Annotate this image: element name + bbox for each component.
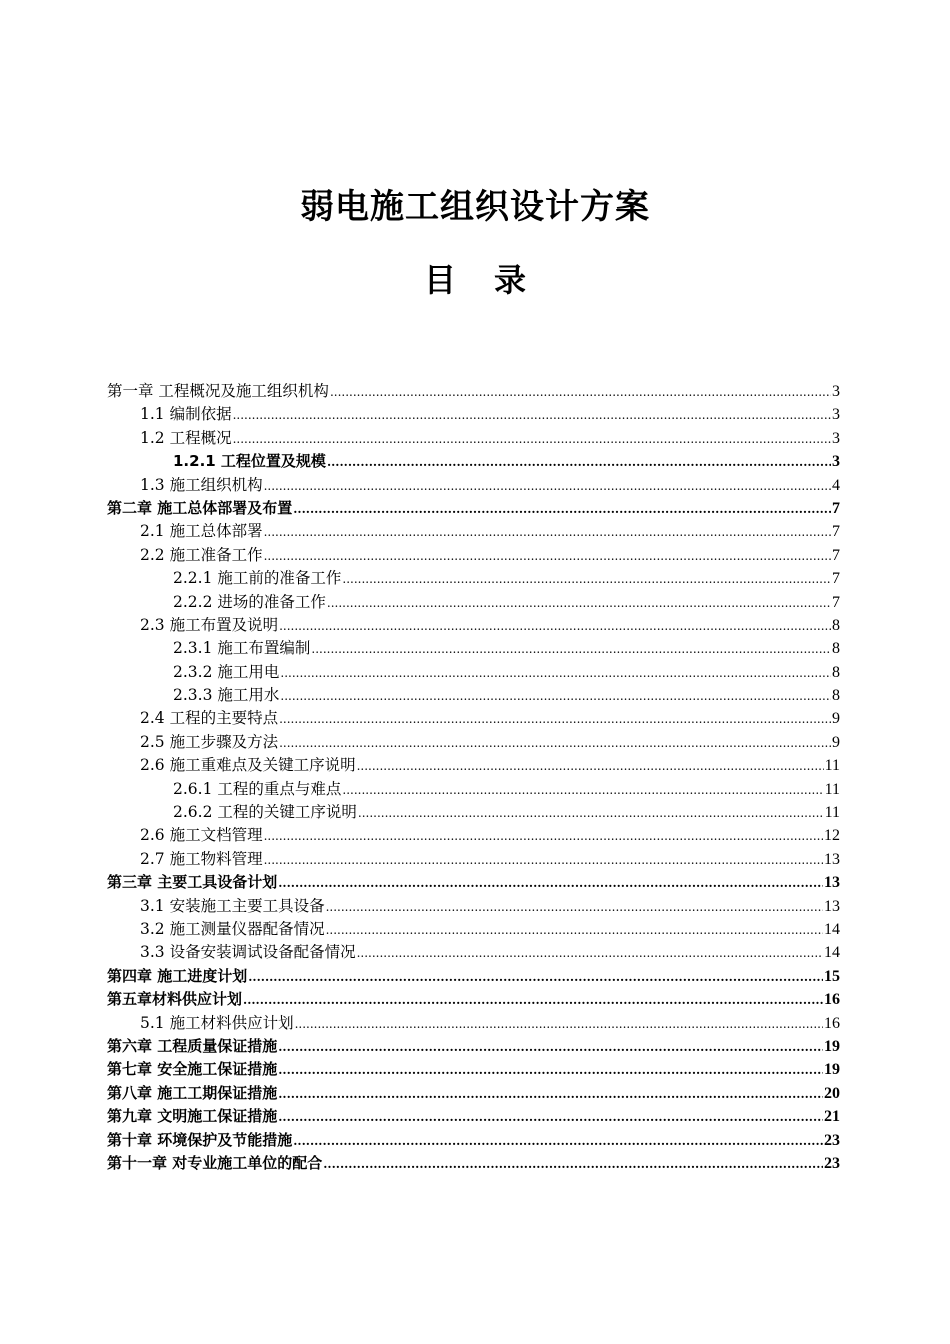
toc-entry-page-number: 11 xyxy=(824,757,840,775)
toc-dot-leader xyxy=(326,919,823,941)
toc-dot-leader xyxy=(279,732,831,754)
toc-entry-page-number: 3 xyxy=(832,453,840,471)
toc-entry[interactable] xyxy=(107,497,840,520)
toc-dot-leader xyxy=(278,1036,823,1058)
toc-dot-leader xyxy=(357,942,823,964)
toc-entry-page-number: 16 xyxy=(824,1014,840,1032)
toc-entry[interactable] xyxy=(107,661,840,684)
toc-dot-leader xyxy=(264,545,831,567)
toc-entry-page-number: 3 xyxy=(832,406,840,424)
toc-entry-page-number: 19 xyxy=(824,1061,840,1079)
toc-entry-title: 第七章 安全施工保证措施 xyxy=(107,1060,278,1079)
toc-entry-page-number: 9 xyxy=(832,710,840,728)
toc-entry-title: 3.3 设备安装调试设备配备情况 xyxy=(140,943,356,962)
toc-entry-title: 第八章 施工工期保证措施 xyxy=(107,1083,278,1102)
toc-entry-page-number: 3 xyxy=(832,383,840,400)
toc-entry-title: 2.3.3 施工用水 xyxy=(173,686,280,705)
toc-entry[interactable] xyxy=(107,1129,840,1152)
toc-dot-leader xyxy=(327,451,831,473)
toc-entry[interactable] xyxy=(107,474,840,497)
toc-entry-title: 2.2.2 进场的准备工作 xyxy=(173,592,326,611)
toc-entry-title: 第三章 主要工具设备计划 xyxy=(107,873,278,892)
toc-entry-page-number: 23 xyxy=(824,1131,840,1149)
toc-dot-leader xyxy=(311,638,831,660)
toc-dot-leader xyxy=(326,896,823,918)
toc-entry-title: 2.3.1 施工布置编制 xyxy=(173,639,311,658)
toc-entry-page-number: 9 xyxy=(832,733,840,751)
toc-entry[interactable] xyxy=(107,427,840,450)
toc-entry-page-number: 13 xyxy=(824,874,840,892)
toc-entry[interactable] xyxy=(107,1105,840,1128)
toc-entry[interactable] xyxy=(107,1035,840,1058)
toc-entry[interactable] xyxy=(107,520,840,543)
toc-entry-page-number: 11 xyxy=(824,804,840,822)
toc-entry-title: 2.5 施工步骤及方法 xyxy=(140,732,279,751)
toc-entry-title: 第五章材料供应计划 xyxy=(107,990,243,1009)
toc-entry[interactable] xyxy=(107,591,840,614)
toc-entry-title: 2.2.1 施工前的准备工作 xyxy=(173,569,342,588)
toc-heading-right: 录 xyxy=(494,261,527,299)
toc-dot-leader xyxy=(264,521,831,543)
toc-entry-page-number: 8 xyxy=(832,640,840,658)
toc-entry[interactable] xyxy=(107,707,840,730)
toc-entry-title: 2.6 施工文档管理 xyxy=(140,826,263,845)
toc-entry-title: 2.2 施工准备工作 xyxy=(140,545,263,564)
toc-entry-title: 2.3 施工布置及说明 xyxy=(140,615,279,634)
toc-entry[interactable] xyxy=(107,848,840,871)
toc-entry[interactable] xyxy=(107,637,840,660)
toc-entry-title: 2.6.1 工程的重点与难点 xyxy=(173,779,342,798)
toc-entry-page-number: 3 xyxy=(832,429,840,447)
toc-entry-title: 1.3 施工组织机构 xyxy=(140,475,263,494)
toc-entry-page-number: 15 xyxy=(824,967,840,985)
toc-dot-leader xyxy=(279,708,831,730)
toc-dot-leader xyxy=(295,1013,823,1035)
toc-entry[interactable] xyxy=(107,450,840,473)
toc-entry[interactable] xyxy=(107,965,840,988)
toc-entry-page-number: 11 xyxy=(824,780,840,798)
toc-entry-page-number: 4 xyxy=(832,476,840,494)
toc-dot-leader xyxy=(279,615,831,637)
toc-entry[interactable] xyxy=(107,988,840,1011)
toc-dot-leader xyxy=(278,1059,823,1081)
toc-heading xyxy=(0,258,950,302)
toc-dot-leader xyxy=(342,568,831,590)
table-of-contents xyxy=(107,380,840,1175)
toc-entry-title: 3.2 施工测量仪器配备情况 xyxy=(140,919,325,938)
toc-entry-page-number: 13 xyxy=(824,897,840,915)
toc-entry[interactable] xyxy=(107,567,840,590)
document-title: 弱电施工组织设计方案 xyxy=(300,186,650,227)
toc-entry[interactable] xyxy=(107,918,840,941)
toc-entry[interactable] xyxy=(107,778,840,801)
toc-entry[interactable] xyxy=(107,824,840,847)
toc-dot-leader xyxy=(264,849,823,871)
toc-entry[interactable] xyxy=(107,941,840,964)
toc-entry[interactable] xyxy=(107,731,840,754)
toc-entry-page-number: 21 xyxy=(824,1108,840,1126)
toc-dot-leader xyxy=(264,475,831,497)
toc-entry-title: 第九章 文明施工保证措施 xyxy=(107,1107,278,1126)
toc-entry-title: 2.6.2 工程的关键工序说明 xyxy=(173,803,357,822)
toc-dot-leader xyxy=(233,404,831,426)
toc-entry-page-number: 8 xyxy=(832,687,840,705)
toc-dot-leader xyxy=(357,755,824,777)
toc-entry[interactable] xyxy=(107,1082,840,1105)
toc-dot-leader xyxy=(327,592,831,614)
toc-dot-leader xyxy=(342,779,823,801)
toc-entry-page-number: 13 xyxy=(824,850,840,868)
toc-entry-page-number: 7 xyxy=(832,593,840,611)
toc-entry-title: 2.4 工程的主要特点 xyxy=(140,709,279,728)
toc-entry-title: 3.1 安装施工主要工具设备 xyxy=(140,896,325,915)
toc-dot-leader xyxy=(248,966,823,988)
toc-entry[interactable] xyxy=(107,895,840,918)
toc-entry[interactable] xyxy=(107,403,840,426)
toc-entry-page-number: 23 xyxy=(824,1154,840,1172)
toc-heading-left: 目 xyxy=(423,261,456,299)
toc-entry-page-number: 8 xyxy=(832,616,840,634)
toc-entry-title: 第一章 工程概况及施工组织机构 xyxy=(107,382,329,400)
toc-entry[interactable] xyxy=(107,684,840,707)
toc-entry[interactable] xyxy=(107,1012,840,1035)
toc-dot-leader xyxy=(233,428,831,450)
toc-dot-leader xyxy=(293,498,831,520)
toc-entry[interactable] xyxy=(107,380,840,403)
toc-entry-title: 2.3.2 施工用电 xyxy=(173,662,280,681)
toc-entry-page-number: 19 xyxy=(824,1037,840,1055)
toc-entry-page-number: 7 xyxy=(832,499,840,517)
toc-entry[interactable] xyxy=(107,871,840,894)
toc-dot-leader xyxy=(278,1106,823,1128)
toc-dot-leader xyxy=(358,802,824,824)
toc-dot-leader xyxy=(264,825,823,847)
toc-entry-page-number: 16 xyxy=(824,991,840,1009)
toc-entry-page-number: 14 xyxy=(824,944,840,962)
toc-entry[interactable] xyxy=(107,1152,840,1175)
toc-dot-leader xyxy=(278,872,823,894)
toc-entry-title: 2.6 施工重难点及关键工序说明 xyxy=(140,756,356,775)
toc-dot-leader xyxy=(280,662,831,684)
toc-entry[interactable] xyxy=(107,754,840,777)
toc-entry-page-number: 14 xyxy=(824,920,840,938)
toc-entry-page-number: 7 xyxy=(832,546,840,564)
toc-entry-title: 1.1 编制依据 xyxy=(140,405,232,424)
toc-entry-title: 第十章 环境保护及节能措施 xyxy=(107,1130,293,1149)
toc-entry-title: 第十一章 对专业施工单位的配合 xyxy=(107,1153,323,1172)
toc-entry[interactable] xyxy=(107,614,840,637)
toc-entry-title: 第四章 施工进度计划 xyxy=(107,966,248,985)
toc-entry-title: 5.1 施工材料供应计划 xyxy=(140,1013,294,1032)
toc-entry-page-number: 7 xyxy=(832,523,840,541)
toc-dot-leader xyxy=(243,989,823,1011)
toc-dot-leader xyxy=(293,1130,823,1152)
toc-entry[interactable] xyxy=(107,801,840,824)
toc-entry-page-number: 7 xyxy=(832,570,840,588)
toc-dot-leader xyxy=(278,1083,823,1105)
toc-entry-title: 2.7 施工物料管理 xyxy=(140,849,263,868)
toc-entry-title: 1.2 工程概况 xyxy=(140,428,232,447)
toc-entry[interactable] xyxy=(107,544,840,567)
toc-dot-leader xyxy=(280,685,831,707)
toc-entry-page-number: 20 xyxy=(824,1084,840,1102)
toc-entry-title: 1.2.1 工程位置及规模 xyxy=(173,452,326,471)
toc-entry[interactable] xyxy=(107,1058,840,1081)
toc-entry-title: 第二章 施工总体部署及布置 xyxy=(107,498,293,517)
toc-entry-title: 2.1 施工总体部署 xyxy=(140,522,263,541)
toc-entry-page-number: 12 xyxy=(824,827,840,845)
toc-dot-leader xyxy=(330,381,831,403)
toc-dot-leader xyxy=(323,1153,823,1175)
toc-entry-page-number: 8 xyxy=(832,663,840,681)
toc-entry-title: 第六章 工程质量保证措施 xyxy=(107,1036,278,1055)
